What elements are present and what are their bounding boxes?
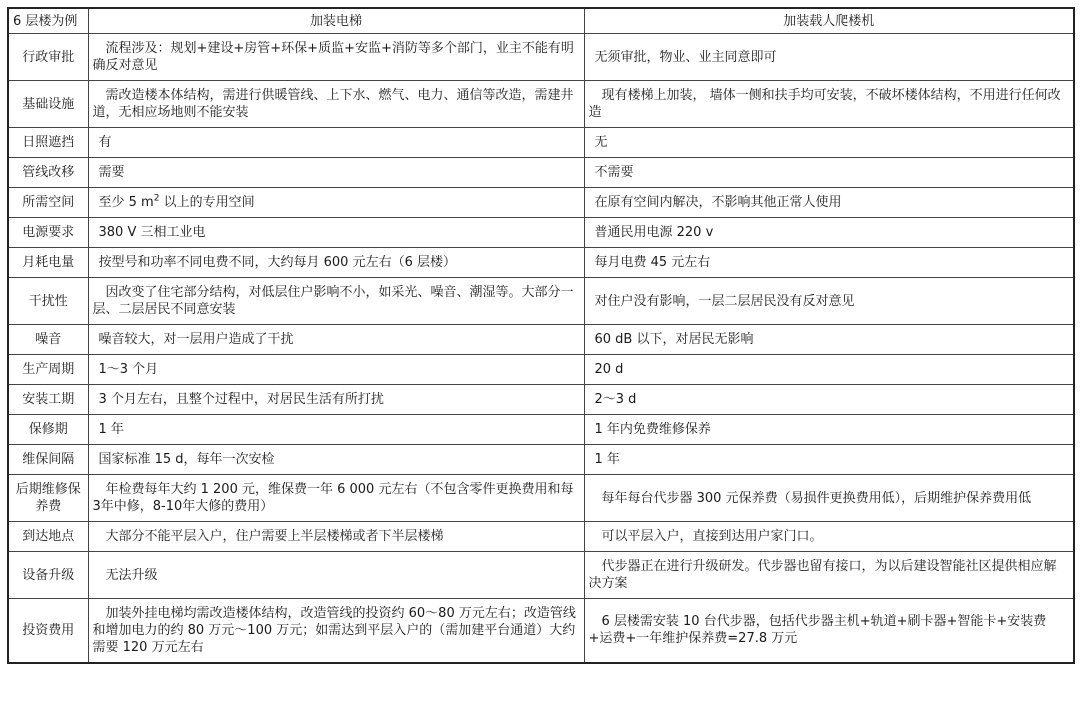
elevator-cell: 噪音较大，对一层用户造成了干扰 — [88, 325, 584, 355]
table-row — [8, 522, 1074, 552]
table-row — [8, 34, 1074, 81]
row-label: 保修期 — [8, 415, 88, 445]
stair-climber-cell: 普通民用电源 220 v — [584, 218, 1074, 248]
row-label: 噪音 — [8, 325, 88, 355]
elevator-cell — [88, 188, 584, 218]
table-row — [8, 188, 1074, 218]
row-label: 干扰性 — [8, 278, 88, 325]
row-label: 月耗电量 — [8, 248, 88, 278]
elevator-cell: 1 年 — [88, 415, 584, 445]
elevator-cell: 需要 — [88, 158, 584, 188]
stair-climber-cell: 代步器正在进行升级研发。代步器也留有接口，为以后建设智能社区提供相应解决方案 — [584, 552, 1074, 599]
elevator-cell: 大部分不能平层入户，住户需要上半层楼梯或者下半层楼梯 — [88, 522, 584, 552]
header-row — [8, 8, 1074, 34]
header-cell-elevator: 加装电梯 — [88, 8, 584, 34]
table-row — [8, 355, 1074, 385]
elevator-cell: 380 V 三相工业电 — [88, 218, 584, 248]
elevator-cell: 1～3 个月 — [88, 355, 584, 385]
elevator-cell: 年检费每年大约 1 200 元，维保费一年 6 000 元左右（不包含零件更换费用和每3年中修，8-10年大修的费用） — [88, 475, 584, 522]
table-row — [8, 415, 1074, 445]
row-label: 基础设施 — [8, 81, 88, 128]
elevator-cell: 无法升级 — [88, 552, 584, 599]
stair-climber-cell: 60 dB 以下，对居民无影响 — [584, 325, 1074, 355]
elevator-cell: 3 个月左右，且整个过程中，对居民生活有所打扰 — [88, 385, 584, 415]
elevator-cell: 按型号和功率不同电费不同，大约每月 600 元左右（6 层楼） — [88, 248, 584, 278]
table-row — [8, 81, 1074, 128]
stair-climber-cell: 1 年内免费维修保养 — [584, 415, 1074, 445]
elevator-cell: 因改变了住宅部分结构，对低层住户影响不小，如采光、噪音、潮湿等。大部分一层、二层居民不同意安装 — [88, 278, 584, 325]
comparison-table — [7, 7, 1075, 664]
stair-climber-cell: 1 年 — [584, 445, 1074, 475]
row-label: 所需空间 — [8, 188, 88, 218]
row-label: 投资费用 — [8, 599, 88, 663]
table-row — [8, 445, 1074, 475]
stair-climber-cell: 每年每台代步器 300 元保养费（易损件更换费用低），后期维护保养费用低 — [584, 475, 1074, 522]
table-row — [8, 552, 1074, 599]
table-row — [8, 218, 1074, 248]
row-label: 后期维修保养费 — [8, 475, 88, 522]
stair-climber-cell: 2～3 d — [584, 385, 1074, 415]
stair-climber-cell: 对住户没有影响，一层二层居民没有反对意见 — [584, 278, 1074, 325]
superscript: 2 — [153, 193, 160, 204]
table-body — [8, 34, 1074, 663]
row-label: 安装工期 — [8, 385, 88, 415]
table-row — [8, 158, 1074, 188]
row-label: 设备升级 — [8, 552, 88, 599]
header-cell-stair-climber: 加装载人爬楼机 — [584, 8, 1074, 34]
table-row — [8, 385, 1074, 415]
elevator-cell: 加装外挂电梯均需改造楼体结构，改造管线的投资约 60～80 万元左右；改造管线和增加电力的约 80 万元～100 万元；如需达到平层入户的（需加建平台通道）大约需要 120 万元左右 — [88, 599, 584, 663]
row-label: 行政审批 — [8, 34, 88, 81]
stair-climber-cell: 可以平层入户，直接到达用户家门口。 — [584, 522, 1074, 552]
stair-climber-cell: 在原有空间内解决，不影响其他正常人使用 — [584, 188, 1074, 218]
table-row — [8, 128, 1074, 158]
stair-climber-cell: 无 — [584, 128, 1074, 158]
elevator-cell: 国家标准 15 d，每年一次安检 — [88, 445, 584, 475]
row-label: 电源要求 — [8, 218, 88, 248]
table-row — [8, 475, 1074, 522]
stair-climber-cell: 20 d — [584, 355, 1074, 385]
row-label: 维保间隔 — [8, 445, 88, 475]
elevator-cell: 流程涉及：规划+建设+房管+环保+质监+安监+消防等多个部门，业主不能有明确反对意见 — [88, 34, 584, 81]
header-cell-example: 6 层楼为例 — [8, 8, 88, 34]
comparison-table-wrapper — [7, 7, 1073, 664]
stair-climber-cell: 无须审批，物业、业主同意即可 — [584, 34, 1074, 81]
row-label: 日照遮挡 — [8, 128, 88, 158]
stair-climber-cell: 现有楼梯上加装， 墙体一侧和扶手均可安装，不破坏楼体结构，不用进行任何改造 — [584, 81, 1074, 128]
row-label: 管线改移 — [8, 158, 88, 188]
stair-climber-cell: 每月电费 45 元左右 — [584, 248, 1074, 278]
table-row — [8, 278, 1074, 325]
row-label: 到达地点 — [8, 522, 88, 552]
table-row — [8, 599, 1074, 663]
stair-climber-cell: 6 层楼需安装 10 台代步器，包括代步器主机+轨道+刷卡器+智能卡+安装费+运费+一年维护保养费=27.8 万元 — [584, 599, 1074, 663]
row-label: 生产周期 — [8, 355, 88, 385]
elevator-cell: 需改造楼本体结构，需进行供暖管线、上下水、燃气、电力、通信等改造，需建井道，无相应场地则不能安装 — [88, 81, 584, 128]
elevator-cell: 有 — [88, 128, 584, 158]
elevator-cell-text: 以上的专用空间 — [159, 195, 255, 210]
table-row — [8, 325, 1074, 355]
stair-climber-cell: 不需要 — [584, 158, 1074, 188]
elevator-cell-text: 至少 5 m — [98, 195, 154, 210]
table-row — [8, 248, 1074, 278]
